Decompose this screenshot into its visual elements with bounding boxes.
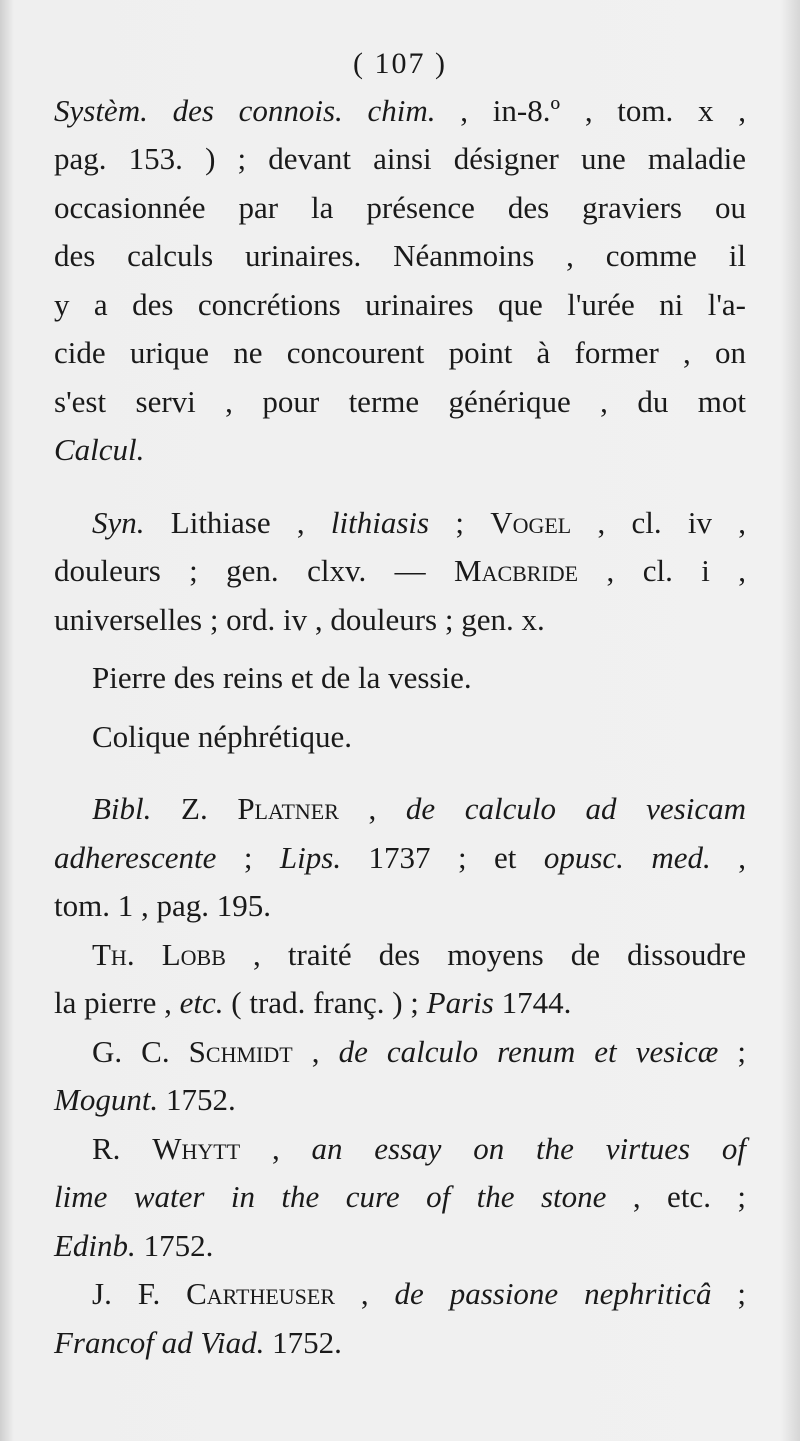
text-line [54,232,746,281]
text-run: , [710,839,746,875]
text-run: , traité des moyens de dissoudre [225,936,746,972]
text-run: ; [429,504,491,540]
text-line [54,1173,746,1222]
text-run: 1737 ; et [341,839,544,875]
text-run: 1752. [158,1082,236,1117]
paragraph [54,931,746,1028]
text-body [54,87,746,1368]
text-run: G. C. [92,1033,189,1069]
text-run: , [338,791,406,826]
text-line [54,547,746,596]
text-run: Lithiase , [144,504,331,540]
text-line [54,135,746,184]
text-run: an essay on the virtues of [311,1130,746,1166]
text-run: Colique néphrétique. [92,718,352,754]
text-run: Vogel [490,504,572,540]
text-run: , cl. i , [578,553,746,588]
paragraph [54,1028,746,1125]
text-line [54,834,746,883]
text-line [54,1028,746,1077]
text-run: Francof ad Viad. [54,1324,265,1360]
text-run: Pierre des reins et de la vessie. [92,660,472,695]
text-run: Th. Lobb [92,936,226,972]
text-run: ; [718,1033,746,1069]
text-line [54,184,746,233]
text-run: etc. [179,985,224,1020]
text-line [54,979,746,1028]
text-run: universelles ; ord. iv , douleurs ; gen. x. [54,601,545,637]
text-run: Mogunt. [54,1082,159,1117]
paragraph [54,499,746,645]
page-text [54,40,746,1367]
text-line [54,378,746,427]
text-line [54,654,746,703]
text-run: , etc. ; [606,1179,746,1214]
text-run: y a des concrétions urinaires que l'urée ni l'a- [54,286,746,322]
page-number: ( 107 ) [353,47,447,80]
text-line [54,87,746,136]
text-line [54,1222,746,1271]
text-line [54,1076,746,1125]
text-run: Paris [426,985,494,1020]
text-run: douleurs ; gen. clxv. — [54,553,454,588]
text-line [54,785,746,834]
text-line [54,426,746,475]
paragraph [54,785,746,931]
text-run: ; [711,1276,746,1311]
text-run: opusc. med. [543,839,711,875]
text-run: Platner [237,791,339,826]
paragraph-gap [54,761,746,785]
text-run: J. F. [92,1276,187,1311]
text-run: pag. 153. ) ; devant ainsi désigner une maladie [54,141,746,176]
text-run: tom. 1 , pag. 195. [54,888,271,923]
text-run: Macbride [454,553,579,588]
text-run: occasionnée par la présence des graviers ou [54,189,746,225]
text-run: 1752. [264,1324,342,1360]
text-run: Syn. [92,504,145,540]
text-run: de calculo ad vesicam [405,791,746,826]
text-run: des calculs urinaires. Néanmoins , comme il [54,238,746,273]
text-run: , [335,1276,395,1311]
text-run: Systèm. des connois. chim. [54,92,436,128]
text-run: R. [92,1130,153,1166]
text-run: Bibl. [92,791,152,826]
text-run: de calculo renum et vesicæ [338,1033,719,1069]
paragraph-gap [54,703,746,713]
text-run: la pierre , [54,985,180,1020]
text-line [54,329,746,378]
text-run: Calcul. [54,432,145,467]
paragraph [54,1270,746,1367]
text-run: , cl. iv , [571,504,746,540]
text-line [54,596,746,645]
paragraph [54,87,746,475]
text-line [54,1270,746,1319]
text-run: s'est servi , pour terme générique , du mot [54,383,746,419]
paragraph [54,654,746,703]
text-run: adherescente [54,839,217,875]
text-run: 1752. [135,1227,214,1263]
text-line [54,713,746,762]
text-run: cide urique ne concourent point à former , on [54,335,746,370]
text-line [54,1125,746,1174]
text-run: lime water in the cure of the stone [54,1179,607,1214]
text-line [54,281,746,330]
text-line [54,931,746,980]
paragraph-gap [54,475,746,499]
text-line [54,1319,746,1368]
text-line [54,882,746,931]
text-run: Cartheuser [186,1276,336,1311]
text-line [54,499,746,548]
text-run: Whytt [152,1130,241,1166]
text-run: de passione nephriticâ [394,1276,712,1311]
text-run: Lips. [279,839,342,875]
text-run: 1744. [493,985,572,1020]
text-run: , [292,1033,339,1069]
text-run: , [240,1130,312,1166]
text-run: Edinb. [54,1227,136,1263]
text-run: Schmidt [188,1033,293,1069]
paragraph [54,1125,746,1271]
text-run: ( trad. franç. ) ; [223,985,427,1020]
text-run: lithiasis [330,504,430,540]
paragraph-gap [54,644,746,654]
paragraph [54,713,746,762]
text-run: Z. [151,791,238,826]
text-run: ; [216,839,280,875]
text-run: , in-8.º , tom. x , [435,92,746,128]
